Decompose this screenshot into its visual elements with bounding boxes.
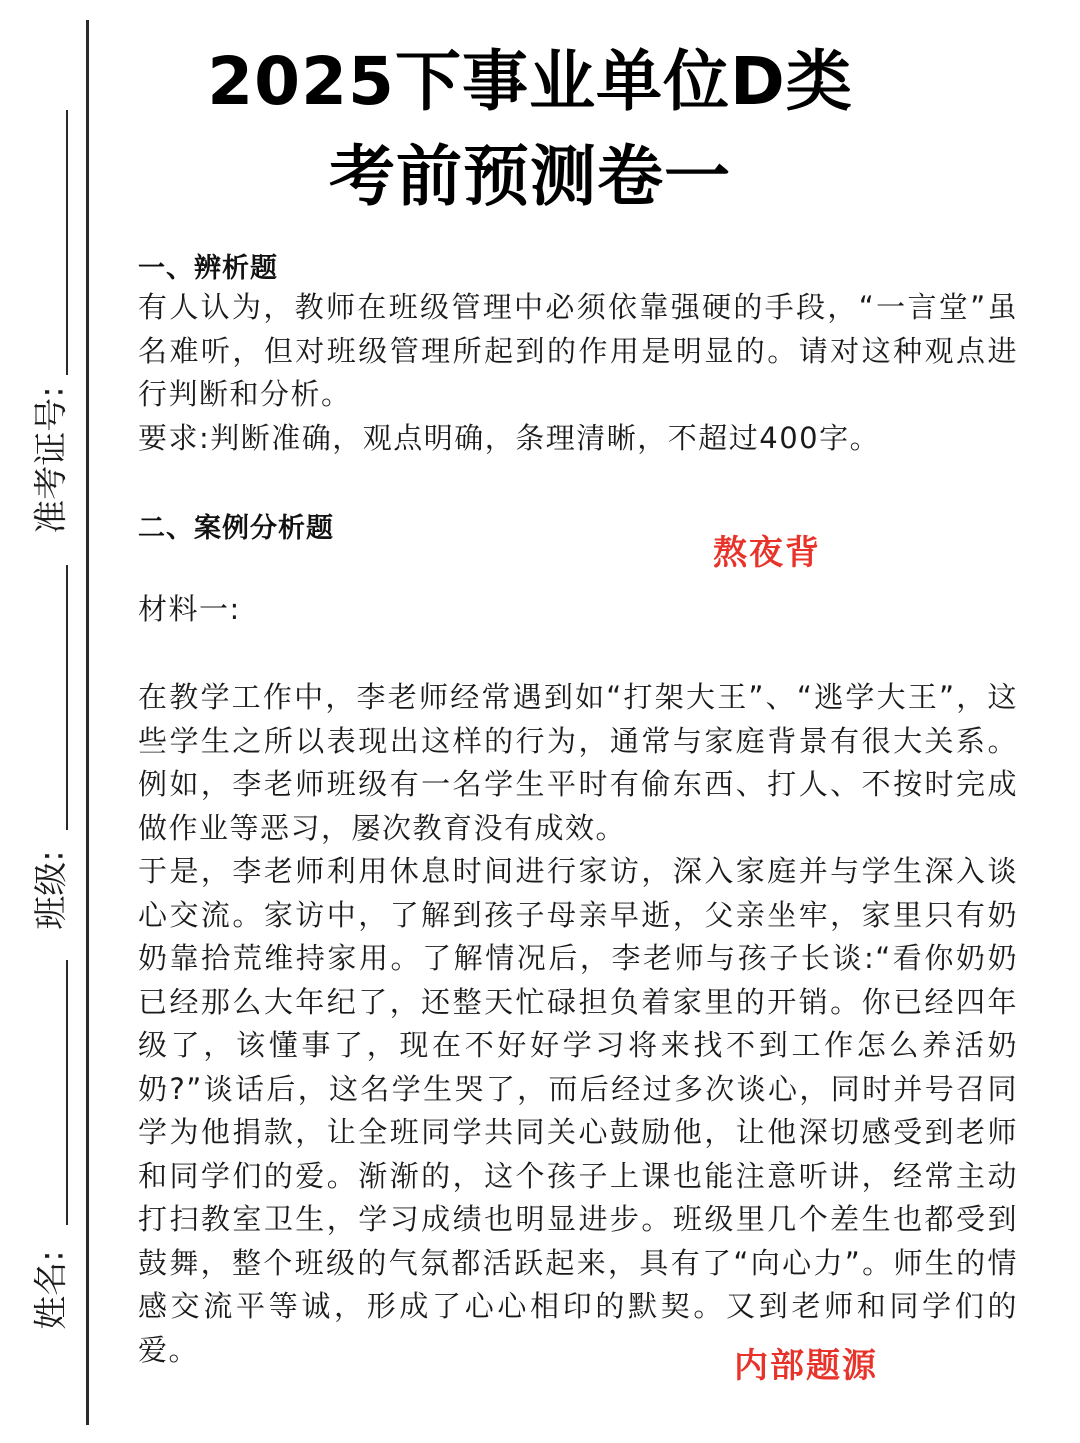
material-paragraph1: 在教学工作中，李老师经常遇到如“打架大王”、“逃学大王”，这些学生之所以表现出这样的行为，通常与家庭背景有很大关系。例如，李老师班级有一名学生平时有偷东西、打人、不按时完成做作业等恶习，屡次教育没有成效。 — [138, 680, 1018, 845]
stamp-aoyebei: 熬夜背 — [713, 533, 821, 573]
exam-number-label: 准考证号: — [31, 386, 72, 534]
section1-heading: 一、辨析题 — [138, 253, 278, 284]
page-title-line2: 考前预测卷一 — [329, 138, 731, 215]
name-blank-line[interactable] — [66, 960, 68, 1225]
class-blank-line[interactable] — [66, 565, 68, 830]
section2-heading: 二、案例分析题 — [138, 513, 334, 544]
section2-body — [138, 676, 1018, 1372]
section1-requirement: 要求:判断准确，观点明确，条理清晰，不超过400字。 — [138, 420, 881, 455]
stamp-neibu-tiyuan: 内部题源 — [734, 1346, 878, 1386]
class-label: 班级: — [31, 850, 72, 930]
material-label: 材料一: — [138, 592, 241, 626]
section1-body — [138, 286, 1018, 460]
name-label: 姓名: — [31, 1250, 72, 1330]
material-paragraph2: 于是，李老师利用休息时间进行家访，深入家庭并与学生深入谈心交流。家访中，了解到孩子母亲早逝，父亲坐牢，家里只有奶奶靠拾荒维持家用。了解情况后，李老师与孩子长谈:“看你奶奶已经那么大年纪了，还整天忙碌担负着家里的开销。你已经四年级了，该懂事了，现在不好好学习将来找不到工作怎么养活奶奶?”谈话后，这名学生哭了，而后经过多次谈心，同时并号召同学为他捐款，让全班同学共同关心鼓励他，让他深切感受到老师和同学们的爱。渐渐的，这个孩子上课也能注意听讲，经常主动打扫教室卫生，学习成绩也明显进步。班级里几个差生也都受到鼓舞，整个班级的气氛都活跃起来，具有了“向心力”。师生的情感交流平等诚，形成了心心相印的默契。又到老师和同学们的爱。 — [138, 854, 1018, 1367]
binding-line — [86, 20, 89, 1425]
page-title-line1: 2025下事业单位D类 — [207, 43, 853, 120]
section1-question: 有人认为，教师在班级管理中必须依靠强硬的手段，“一言堂”虽名难听，但对班级管理所起到的作用是明显的。请对这种观点进行判断和分析。 — [138, 290, 1018, 411]
